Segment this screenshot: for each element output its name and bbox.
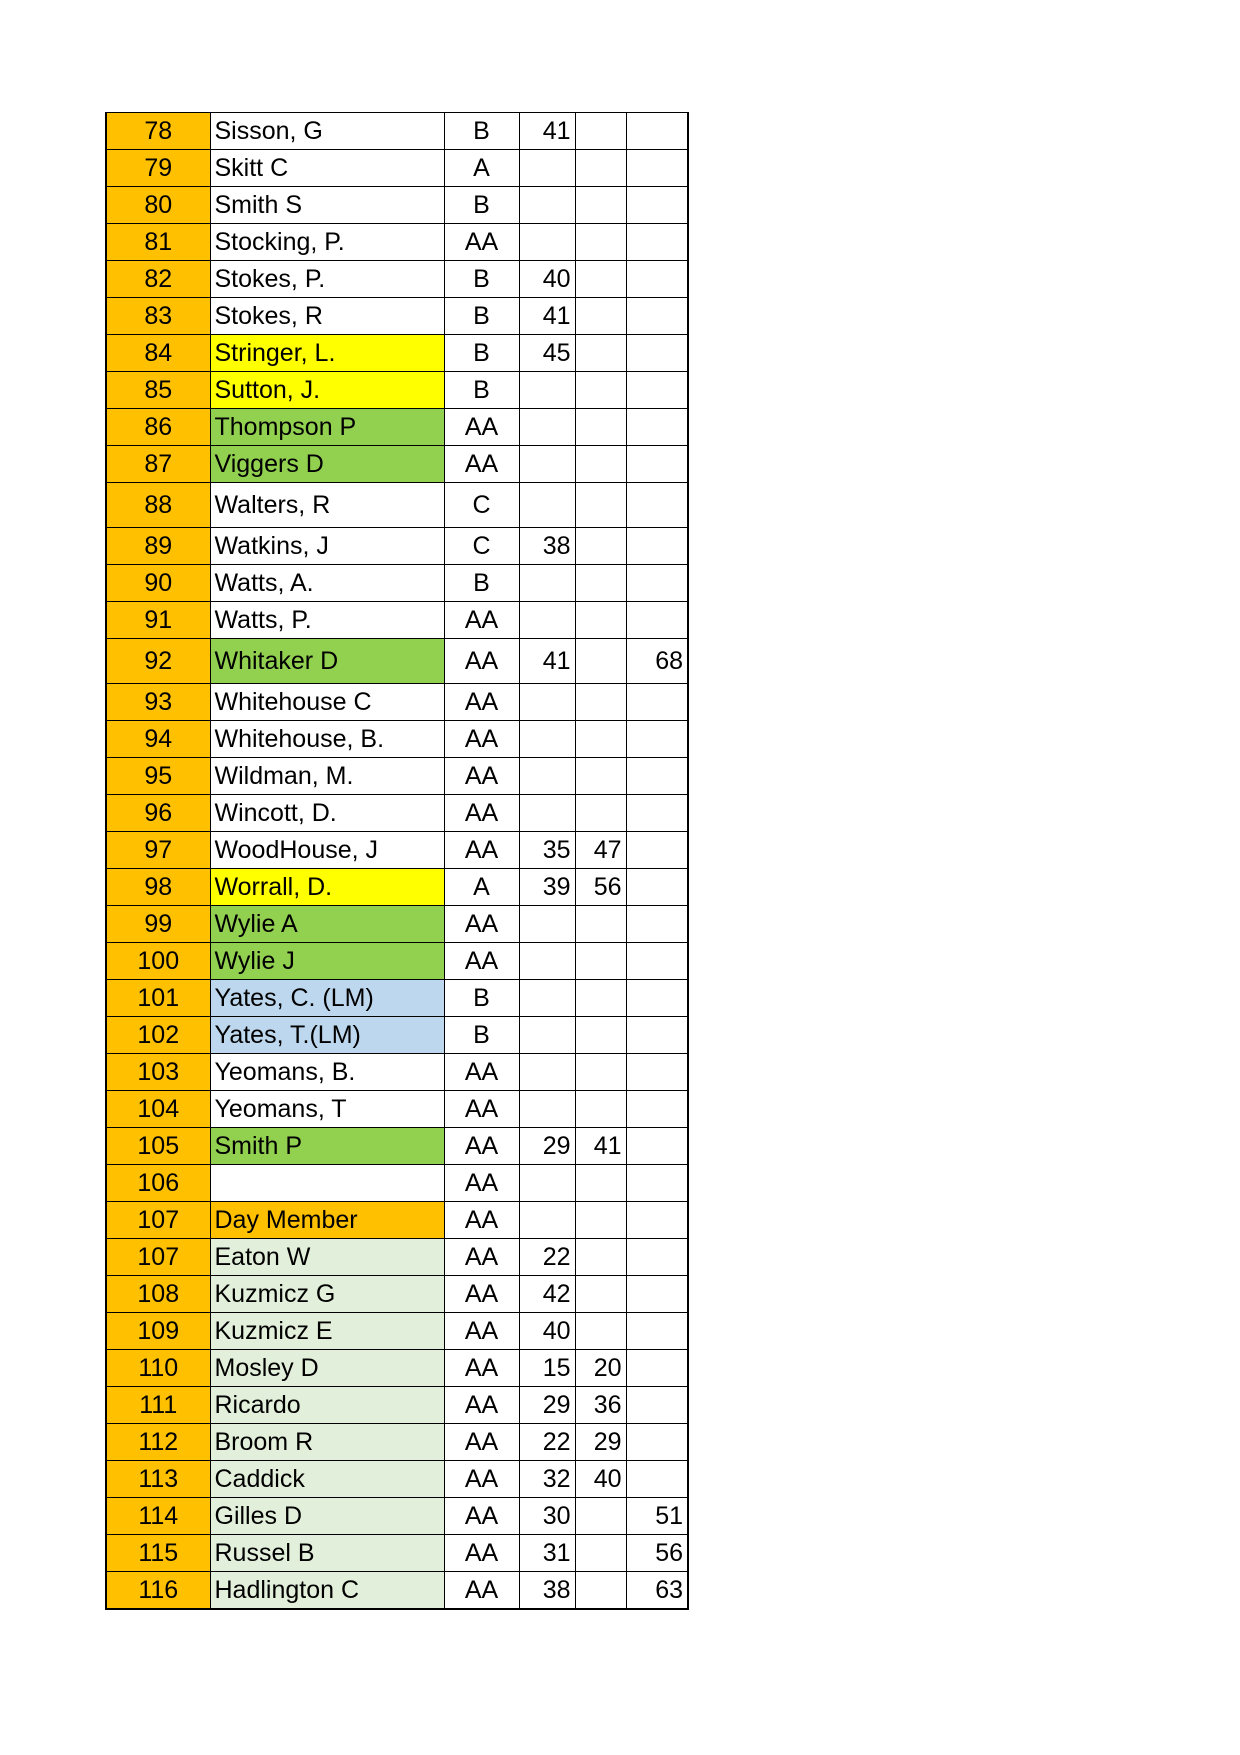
score-2-cell[interactable]	[575, 980, 626, 1017]
member-number-cell[interactable]: 79	[106, 150, 210, 187]
score-1-cell[interactable]: 35	[519, 832, 575, 869]
member-name-cell[interactable]: Watts, A.	[210, 565, 444, 602]
score-1-cell[interactable]: 38	[519, 1572, 575, 1610]
member-name-cell[interactable]: Day Member	[210, 1202, 444, 1239]
table-row	[106, 335, 688, 372]
member-class-cell[interactable]: C	[444, 483, 519, 528]
member-name-cell[interactable]: Sutton, J.	[210, 372, 444, 409]
score-3-cell[interactable]	[626, 795, 688, 832]
table-row	[106, 372, 688, 409]
score-3-cell[interactable]	[626, 483, 688, 528]
table-row	[106, 1350, 688, 1387]
score-1-cell[interactable]: 41	[519, 298, 575, 335]
score-1-cell[interactable]	[519, 483, 575, 528]
member-class-cell[interactable]: A	[444, 150, 519, 187]
table-body	[106, 113, 688, 1610]
table-row	[106, 483, 688, 528]
table-row	[106, 113, 688, 150]
score-1-cell[interactable]: 31	[519, 1535, 575, 1572]
member-number-cell[interactable]: 107	[106, 1202, 210, 1239]
score-2-cell[interactable]	[575, 1165, 626, 1202]
score-2-cell[interactable]	[575, 1017, 626, 1054]
score-3-cell[interactable]: 51	[626, 1498, 688, 1535]
score-1-cell[interactable]	[519, 1054, 575, 1091]
table-row	[106, 224, 688, 261]
member-class-cell[interactable]: A	[444, 869, 519, 906]
member-class-cell[interactable]: AA	[444, 1424, 519, 1461]
score-1-cell[interactable]: 32	[519, 1461, 575, 1498]
table-row	[106, 602, 688, 639]
member-name-cell[interactable]: Whitehouse, B.	[210, 721, 444, 758]
score-3-cell[interactable]: 56	[626, 1535, 688, 1572]
score-3-cell[interactable]	[626, 1017, 688, 1054]
score-1-cell[interactable]	[519, 602, 575, 639]
score-3-cell[interactable]	[626, 409, 688, 446]
members-table	[105, 112, 689, 1610]
score-2-cell[interactable]	[575, 1202, 626, 1239]
table-row	[106, 150, 688, 187]
score-1-cell[interactable]	[519, 446, 575, 483]
score-2-cell[interactable]	[575, 409, 626, 446]
score-2-cell[interactable]	[575, 335, 626, 372]
score-3-cell[interactable]	[626, 1276, 688, 1313]
member-class-cell[interactable]: AA	[444, 795, 519, 832]
score-3-cell[interactable]	[626, 1424, 688, 1461]
member-name-cell[interactable]: Wincott, D.	[210, 795, 444, 832]
score-2-cell[interactable]: 56	[575, 869, 626, 906]
table-row	[106, 446, 688, 483]
score-2-cell[interactable]: 40	[575, 1461, 626, 1498]
score-2-cell[interactable]	[575, 684, 626, 721]
member-number-cell[interactable]: 83	[106, 298, 210, 335]
table-row	[106, 1461, 688, 1498]
member-number-cell[interactable]: 95	[106, 758, 210, 795]
member-number-cell[interactable]: 107	[106, 1239, 210, 1276]
score-3-cell[interactable]	[626, 224, 688, 261]
score-1-cell[interactable]: 41	[519, 113, 575, 150]
member-number-cell[interactable]: 81	[106, 224, 210, 261]
score-1-cell[interactable]	[519, 1202, 575, 1239]
member-class-cell[interactable]: AA	[444, 1091, 519, 1128]
member-number-cell[interactable]: 80	[106, 187, 210, 224]
member-number-cell[interactable]: 113	[106, 1461, 210, 1498]
member-class-cell[interactable]: AA	[444, 409, 519, 446]
member-number-cell[interactable]: 116	[106, 1572, 210, 1610]
score-2-cell[interactable]	[575, 528, 626, 565]
member-name-cell[interactable]: Viggers D	[210, 446, 444, 483]
score-1-cell[interactable]	[519, 409, 575, 446]
score-2-cell[interactable]	[575, 187, 626, 224]
score-3-cell[interactable]	[626, 298, 688, 335]
member-number-cell[interactable]: 108	[106, 1276, 210, 1313]
score-1-cell[interactable]: 39	[519, 869, 575, 906]
score-3-cell[interactable]	[626, 906, 688, 943]
member-class-cell[interactable]: AA	[444, 1054, 519, 1091]
member-class-cell[interactable]: B	[444, 335, 519, 372]
score-2-cell[interactable]	[575, 298, 626, 335]
member-number-cell[interactable]: 89	[106, 528, 210, 565]
table-row	[106, 1313, 688, 1350]
table-row	[106, 565, 688, 602]
member-class-cell[interactable]: AA	[444, 446, 519, 483]
table-row	[106, 409, 688, 446]
member-class-cell[interactable]: AA	[444, 684, 519, 721]
score-2-cell[interactable]: 41	[575, 1128, 626, 1165]
member-number-cell[interactable]: 85	[106, 372, 210, 409]
score-1-cell[interactable]	[519, 906, 575, 943]
member-class-cell[interactable]: AA	[444, 1350, 519, 1387]
member-number-cell[interactable]: 97	[106, 832, 210, 869]
table-row	[106, 1128, 688, 1165]
member-name-cell[interactable]: Mosley D	[210, 1350, 444, 1387]
table-row	[106, 528, 688, 565]
member-number-cell[interactable]: 98	[106, 869, 210, 906]
score-2-cell[interactable]	[575, 1276, 626, 1313]
member-name-cell[interactable]: Yates, T.(LM)	[210, 1017, 444, 1054]
score-2-cell[interactable]	[575, 721, 626, 758]
score-1-cell[interactable]	[519, 1017, 575, 1054]
member-name-cell[interactable]: Kuzmicz E	[210, 1313, 444, 1350]
score-3-cell[interactable]	[626, 1461, 688, 1498]
member-number-cell[interactable]: 82	[106, 261, 210, 298]
member-name-cell[interactable]: Yeomans, B.	[210, 1054, 444, 1091]
member-class-cell[interactable]: AA	[444, 1498, 519, 1535]
member-number-cell[interactable]: 109	[106, 1313, 210, 1350]
member-name-cell[interactable]: Whitaker D	[210, 639, 444, 684]
score-2-cell[interactable]	[575, 758, 626, 795]
score-2-cell[interactable]	[575, 446, 626, 483]
member-name-cell[interactable]: WoodHouse, J	[210, 832, 444, 869]
table-row	[106, 684, 688, 721]
table-row	[106, 1387, 688, 1424]
member-name-cell[interactable]: Watts, P.	[210, 602, 444, 639]
score-1-cell[interactable]	[519, 372, 575, 409]
score-1-cell[interactable]: 22	[519, 1424, 575, 1461]
score-3-cell[interactable]	[626, 187, 688, 224]
table-row	[106, 1165, 688, 1202]
score-2-cell[interactable]	[575, 602, 626, 639]
score-3-cell[interactable]: 68	[626, 639, 688, 684]
score-2-cell[interactable]	[575, 565, 626, 602]
member-class-cell[interactable]: AA	[444, 758, 519, 795]
score-3-cell[interactable]	[626, 721, 688, 758]
member-number-cell[interactable]: 102	[106, 1017, 210, 1054]
member-name-cell[interactable]: Skitt C	[210, 150, 444, 187]
score-3-cell[interactable]	[626, 528, 688, 565]
table-row	[106, 906, 688, 943]
score-3-cell[interactable]	[626, 446, 688, 483]
score-3-cell[interactable]	[626, 602, 688, 639]
table-row	[106, 1202, 688, 1239]
member-number-cell[interactable]: 100	[106, 943, 210, 980]
member-number-cell[interactable]: 115	[106, 1535, 210, 1572]
score-3-cell[interactable]	[626, 1128, 688, 1165]
member-name-cell[interactable]: Hadlington C	[210, 1572, 444, 1610]
member-class-cell[interactable]: C	[444, 528, 519, 565]
member-name-cell[interactable]: Yates, C. (LM)	[210, 980, 444, 1017]
score-2-cell[interactable]	[575, 1572, 626, 1610]
member-class-cell[interactable]: B	[444, 298, 519, 335]
member-number-cell[interactable]: 90	[106, 565, 210, 602]
score-2-cell[interactable]: 20	[575, 1350, 626, 1387]
member-name-cell[interactable]: Russel B	[210, 1535, 444, 1572]
score-2-cell[interactable]	[575, 113, 626, 150]
table-row	[106, 1276, 688, 1313]
member-class-cell[interactable]: B	[444, 113, 519, 150]
member-name-cell[interactable]: Stringer, L.	[210, 335, 444, 372]
score-2-cell[interactable]	[575, 224, 626, 261]
score-1-cell[interactable]	[519, 721, 575, 758]
score-1-cell[interactable]: 38	[519, 528, 575, 565]
table-row	[106, 1054, 688, 1091]
score-1-cell[interactable]	[519, 187, 575, 224]
member-name-cell[interactable]: Wildman, M.	[210, 758, 444, 795]
member-number-cell[interactable]: 111	[106, 1387, 210, 1424]
table-row	[106, 1091, 688, 1128]
table-row	[106, 187, 688, 224]
member-class-cell[interactable]: AA	[444, 1128, 519, 1165]
score-1-cell[interactable]	[519, 684, 575, 721]
member-class-cell[interactable]: AA	[444, 1202, 519, 1239]
score-2-cell[interactable]	[575, 372, 626, 409]
member-class-cell[interactable]: AA	[444, 1239, 519, 1276]
score-3-cell[interactable]	[626, 1350, 688, 1387]
member-class-cell[interactable]: AA	[444, 1313, 519, 1350]
table-row	[106, 1572, 688, 1610]
member-number-cell[interactable]: 106	[106, 1165, 210, 1202]
member-number-cell[interactable]: 112	[106, 1424, 210, 1461]
score-1-cell[interactable]: 45	[519, 335, 575, 372]
member-class-cell[interactable]: B	[444, 261, 519, 298]
member-class-cell[interactable]: B	[444, 565, 519, 602]
score-3-cell[interactable]	[626, 1165, 688, 1202]
member-number-cell[interactable]: 87	[106, 446, 210, 483]
member-class-cell[interactable]: AA	[444, 1535, 519, 1572]
score-3-cell[interactable]	[626, 1054, 688, 1091]
score-3-cell[interactable]	[626, 150, 688, 187]
member-number-cell[interactable]: 103	[106, 1054, 210, 1091]
score-3-cell[interactable]	[626, 113, 688, 150]
score-2-cell[interactable]	[575, 1091, 626, 1128]
table-row	[106, 298, 688, 335]
score-2-cell[interactable]	[575, 943, 626, 980]
score-2-cell[interactable]	[575, 906, 626, 943]
member-class-cell[interactable]: B	[444, 372, 519, 409]
score-3-cell[interactable]	[626, 335, 688, 372]
score-2-cell[interactable]	[575, 261, 626, 298]
table-row	[106, 943, 688, 980]
table-row	[106, 980, 688, 1017]
member-number-cell[interactable]: 99	[106, 906, 210, 943]
score-1-cell[interactable]	[519, 980, 575, 1017]
score-1-cell[interactable]	[519, 943, 575, 980]
table-row	[106, 758, 688, 795]
member-number-cell[interactable]: 96	[106, 795, 210, 832]
member-class-cell[interactable]: AA	[444, 1276, 519, 1313]
score-2-cell[interactable]	[575, 1535, 626, 1572]
member-class-cell[interactable]: AA	[444, 1387, 519, 1424]
score-3-cell[interactable]	[626, 869, 688, 906]
member-class-cell[interactable]: AA	[444, 721, 519, 758]
member-name-cell[interactable]: Walters, R	[210, 483, 444, 528]
score-3-cell[interactable]	[626, 1239, 688, 1276]
score-3-cell[interactable]	[626, 1387, 688, 1424]
score-3-cell[interactable]	[626, 758, 688, 795]
member-class-cell[interactable]: AA	[444, 943, 519, 980]
score-1-cell[interactable]	[519, 565, 575, 602]
table-row	[106, 721, 688, 758]
table-row	[106, 639, 688, 684]
score-3-cell[interactable]	[626, 943, 688, 980]
score-3-cell[interactable]	[626, 684, 688, 721]
member-name-cell[interactable]: Worrall, D.	[210, 869, 444, 906]
score-1-cell[interactable]: 15	[519, 1350, 575, 1387]
table-row	[106, 1239, 688, 1276]
score-3-cell[interactable]	[626, 980, 688, 1017]
member-number-cell[interactable]: 78	[106, 113, 210, 150]
member-name-cell[interactable]: Ricardo	[210, 1387, 444, 1424]
member-number-cell[interactable]: 93	[106, 684, 210, 721]
score-2-cell[interactable]: 29	[575, 1424, 626, 1461]
score-3-cell[interactable]	[626, 372, 688, 409]
table-row	[106, 1535, 688, 1572]
member-class-cell[interactable]: AA	[444, 832, 519, 869]
member-class-cell[interactable]: B	[444, 187, 519, 224]
member-name-cell[interactable]: Thompson P	[210, 409, 444, 446]
table-row	[106, 1498, 688, 1535]
score-2-cell[interactable]	[575, 150, 626, 187]
member-number-cell[interactable]: 86	[106, 409, 210, 446]
score-1-cell[interactable]: 40	[519, 261, 575, 298]
score-1-cell[interactable]: 42	[519, 1276, 575, 1313]
member-name-cell[interactable]: Stocking, P.	[210, 224, 444, 261]
score-2-cell[interactable]	[575, 1054, 626, 1091]
score-2-cell[interactable]	[575, 1498, 626, 1535]
table-row	[106, 1424, 688, 1461]
table-row	[106, 869, 688, 906]
score-2-cell[interactable]: 47	[575, 832, 626, 869]
member-class-cell[interactable]: AA	[444, 906, 519, 943]
member-name-cell[interactable]: Gilles D	[210, 1498, 444, 1535]
score-1-cell[interactable]: 41	[519, 639, 575, 684]
member-class-cell[interactable]: B	[444, 980, 519, 1017]
score-3-cell[interactable]	[626, 565, 688, 602]
score-2-cell[interactable]: 36	[575, 1387, 626, 1424]
table-row	[106, 1017, 688, 1054]
member-name-cell[interactable]: Sisson, G	[210, 113, 444, 150]
score-2-cell[interactable]	[575, 483, 626, 528]
score-1-cell[interactable]: 22	[519, 1239, 575, 1276]
score-1-cell[interactable]	[519, 1165, 575, 1202]
score-2-cell[interactable]	[575, 1313, 626, 1350]
score-3-cell[interactable]	[626, 1091, 688, 1128]
member-number-cell[interactable]: 84	[106, 335, 210, 372]
member-number-cell[interactable]: 91	[106, 602, 210, 639]
member-name-cell[interactable]: Watkins, J	[210, 528, 444, 565]
member-number-cell[interactable]: 88	[106, 483, 210, 528]
score-3-cell[interactable]	[626, 261, 688, 298]
score-3-cell[interactable]: 63	[626, 1572, 688, 1610]
score-1-cell[interactable]	[519, 1091, 575, 1128]
score-1-cell[interactable]	[519, 795, 575, 832]
member-name-cell[interactable]: Whitehouse C	[210, 684, 444, 721]
score-1-cell[interactable]	[519, 224, 575, 261]
table-row	[106, 261, 688, 298]
member-class-cell[interactable]: AA	[444, 602, 519, 639]
score-3-cell[interactable]	[626, 1313, 688, 1350]
score-1-cell[interactable]	[519, 758, 575, 795]
member-name-cell[interactable]: Stokes, R	[210, 298, 444, 335]
score-2-cell[interactable]	[575, 639, 626, 684]
member-number-cell[interactable]: 104	[106, 1091, 210, 1128]
member-number-cell[interactable]: 92	[106, 639, 210, 684]
score-3-cell[interactable]	[626, 1202, 688, 1239]
member-name-cell[interactable]: Kuzmicz G	[210, 1276, 444, 1313]
member-name-cell[interactable]: Eaton W	[210, 1239, 444, 1276]
member-name-cell[interactable]: Wylie J	[210, 943, 444, 980]
member-number-cell[interactable]: 105	[106, 1128, 210, 1165]
member-name-cell[interactable]: Stokes, P.	[210, 261, 444, 298]
table-row	[106, 832, 688, 869]
table-row	[106, 795, 688, 832]
score-1-cell[interactable]	[519, 150, 575, 187]
member-name-cell[interactable]: Caddick	[210, 1461, 444, 1498]
member-class-cell[interactable]: AA	[444, 1572, 519, 1610]
score-2-cell[interactable]	[575, 795, 626, 832]
member-class-cell[interactable]: AA	[444, 1461, 519, 1498]
member-name-cell[interactable]: Yeomans, T	[210, 1091, 444, 1128]
score-3-cell[interactable]	[626, 832, 688, 869]
member-name-cell[interactable]: Broom R	[210, 1424, 444, 1461]
member-class-cell[interactable]: B	[444, 1017, 519, 1054]
member-number-cell[interactable]: 114	[106, 1498, 210, 1535]
member-number-cell[interactable]: 94	[106, 721, 210, 758]
member-number-cell[interactable]: 101	[106, 980, 210, 1017]
score-1-cell[interactable]: 29	[519, 1128, 575, 1165]
member-class-cell[interactable]: AA	[444, 639, 519, 684]
member-number-cell[interactable]: 110	[106, 1350, 210, 1387]
member-name-cell[interactable]	[210, 1165, 444, 1202]
member-name-cell[interactable]: Smith S	[210, 187, 444, 224]
score-1-cell[interactable]: 30	[519, 1498, 575, 1535]
score-2-cell[interactable]	[575, 1239, 626, 1276]
member-name-cell[interactable]: Smith P	[210, 1128, 444, 1165]
member-class-cell[interactable]: AA	[444, 1165, 519, 1202]
score-1-cell[interactable]: 40	[519, 1313, 575, 1350]
member-class-cell[interactable]: AA	[444, 224, 519, 261]
score-1-cell[interactable]: 29	[519, 1387, 575, 1424]
member-name-cell[interactable]: Wylie A	[210, 906, 444, 943]
